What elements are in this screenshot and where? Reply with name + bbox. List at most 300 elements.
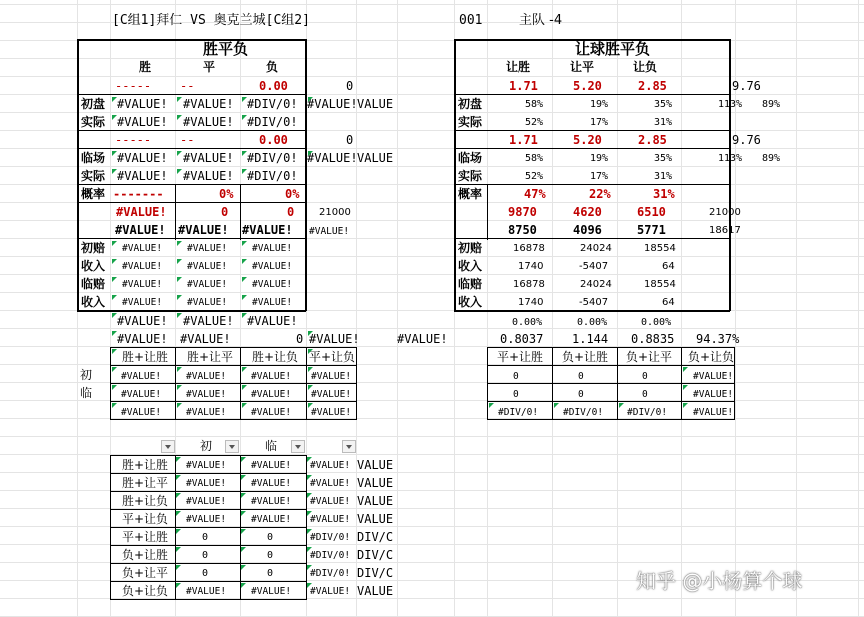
cell: 18554 — [644, 243, 676, 254]
amount-total: 18617 — [709, 225, 741, 236]
cell: 0 — [267, 568, 274, 579]
odds-cell: 5.20 — [573, 79, 602, 93]
filter-dropdown-button[interactable] — [161, 440, 175, 453]
cell: #DIV/0! — [310, 568, 351, 579]
col-hcp-win: 让胜 — [506, 60, 531, 74]
handicap-label: 主队 -4 — [519, 13, 563, 28]
cell: #VALUE! — [117, 151, 168, 165]
cell: VALUE — [357, 151, 394, 165]
error-indicator-icon — [241, 475, 246, 480]
ratio-cell: 0.8037 — [500, 332, 544, 346]
cell: #DIV/0! — [247, 151, 298, 165]
cell: VALUE — [357, 97, 394, 111]
cell: #VALUE! — [252, 297, 293, 308]
cell: #VALUE! — [186, 478, 227, 489]
col-win: 胜 — [139, 60, 152, 74]
error-indicator-icon — [308, 349, 313, 354]
combo-label: 胜+让负 — [122, 494, 169, 508]
gridline — [681, 0, 682, 617]
row-label-closing: 临场 — [81, 151, 106, 165]
cell: #VALUE! — [251, 460, 292, 471]
filter-dropdown-button[interactable] — [225, 440, 239, 453]
watermark: 知乎 @小杨算个球 — [636, 569, 803, 593]
odds-cell: 2.85 — [638, 133, 667, 147]
error-indicator-icon — [307, 511, 312, 516]
cell: #DIV/0! — [310, 550, 351, 561]
cell: 17% — [590, 171, 609, 182]
error-indicator-icon — [112, 277, 117, 282]
combo-header: 负+让胜 — [562, 350, 609, 364]
cell: 1740 — [518, 297, 544, 308]
gridline — [858, 0, 859, 617]
cell: #VALUE! — [693, 407, 734, 418]
error-indicator-icon — [112, 349, 117, 354]
error-indicator-icon — [176, 583, 181, 588]
error-indicator-icon — [241, 511, 246, 516]
gridline — [796, 0, 797, 617]
cell: #VALUE! — [693, 371, 734, 382]
column-header-closing: 临 — [265, 439, 278, 453]
cell: #VALUE! — [122, 297, 163, 308]
cell: #VALUE! — [183, 169, 234, 183]
error-indicator-icon — [176, 547, 181, 552]
cell: #VALUE! — [252, 261, 293, 272]
error-indicator-icon — [176, 457, 181, 462]
error-indicator-icon — [177, 115, 182, 120]
cell: #VALUE! — [310, 496, 351, 507]
error-indicator-icon — [241, 547, 246, 552]
cell: #VALUE! — [121, 389, 162, 400]
cell: #VALUE! — [180, 332, 231, 346]
row-label-income: 收入 — [458, 295, 483, 309]
error-indicator-icon — [177, 151, 182, 156]
cell: #VALUE! — [117, 314, 168, 328]
error-indicator-icon — [307, 547, 312, 552]
amount-cell: 5771 — [637, 223, 666, 237]
probability-cell: 22% — [589, 187, 611, 201]
cell: VALUE — [357, 458, 394, 472]
cell: 89% — [762, 153, 781, 164]
cell: #VALUE! — [311, 407, 352, 418]
error-indicator-icon — [242, 313, 247, 318]
row-label-probability: 概率 — [81, 187, 106, 201]
cell: #VALUE! — [397, 332, 448, 346]
error-indicator-icon — [242, 259, 247, 264]
amount-cell: 9870 — [508, 205, 537, 219]
error-indicator-icon — [177, 313, 182, 318]
error-indicator-icon — [176, 529, 181, 534]
cell: #VALUE! — [310, 460, 351, 471]
cell: #VALUE! — [310, 586, 351, 597]
row-label-income: 收入 — [81, 295, 106, 309]
row-label-income: 收入 — [81, 259, 106, 273]
error-indicator-icon — [308, 403, 313, 408]
row-label-actual: 实际 — [81, 115, 106, 129]
cell: #VALUE! — [117, 332, 168, 346]
error-indicator-icon — [307, 475, 312, 480]
error-indicator-icon — [308, 151, 313, 156]
error-indicator-icon — [112, 169, 117, 174]
cell: 19% — [590, 99, 609, 110]
odds-cell: 5.20 — [573, 133, 602, 147]
error-indicator-icon — [307, 457, 312, 462]
error-indicator-icon — [112, 367, 117, 372]
error-indicator-icon — [177, 277, 182, 282]
error-indicator-icon — [177, 259, 182, 264]
gridline — [617, 0, 618, 617]
cell: 31% — [654, 171, 673, 182]
error-indicator-icon — [683, 403, 688, 408]
error-indicator-icon — [242, 151, 247, 156]
cell: #VALUE! — [183, 314, 234, 328]
handicap-header: 让球胜平负 — [575, 40, 651, 58]
error-indicator-icon — [307, 529, 312, 534]
cell: 24024 — [580, 279, 612, 290]
amount-cell: #VALUE! — [115, 223, 166, 237]
cell: 58% — [525, 153, 544, 164]
error-indicator-icon — [112, 403, 117, 408]
amount-cell: 6510 — [637, 205, 666, 219]
gridline — [0, 4, 864, 5]
cell: 16878 — [513, 243, 545, 254]
error-indicator-icon — [177, 403, 182, 408]
error-indicator-icon — [307, 493, 312, 498]
amount-cell: #VALUE! — [242, 223, 293, 237]
error-indicator-icon — [241, 583, 246, 588]
cell: #VALUE! — [121, 407, 162, 418]
cell: DIV/C — [357, 548, 394, 562]
error-indicator-icon — [308, 385, 313, 390]
error-indicator-icon — [112, 313, 117, 318]
odds-cell: 0.00 — [259, 133, 288, 147]
ratio-cell: 1.144 — [572, 332, 609, 346]
error-indicator-icon — [177, 97, 182, 102]
cell: VALUE — [357, 494, 394, 508]
cell: #VALUE! — [252, 279, 293, 290]
cell: 0 — [513, 371, 519, 382]
amount-cell: 0 — [287, 205, 295, 219]
error-indicator-icon — [308, 367, 313, 372]
combo-label: 平+让胜 — [122, 530, 169, 544]
cell: 0 — [578, 371, 584, 382]
cell: 0 — [202, 568, 209, 579]
row-label-actual: 实际 — [458, 169, 483, 183]
amount-cell: 8750 — [508, 223, 537, 237]
cell: 0.00% — [577, 317, 608, 328]
cell: 0 — [202, 532, 209, 543]
side-label-initial: 初 — [80, 368, 93, 382]
error-indicator-icon — [177, 295, 182, 300]
cell: DIV/C — [357, 530, 394, 544]
error-indicator-icon — [242, 403, 247, 408]
error-indicator-icon — [242, 169, 247, 174]
cell: #VALUE! — [187, 279, 228, 290]
cell: 0 — [642, 371, 648, 382]
cell: #VALUE! — [251, 407, 292, 418]
error-indicator-icon — [683, 367, 688, 372]
cell: #DIV/0! — [563, 407, 604, 418]
cell: #VALUE! — [117, 169, 168, 183]
error-indicator-icon — [683, 385, 688, 390]
cell: #VALUE! — [251, 496, 292, 507]
error-indicator-icon — [619, 403, 624, 408]
cell: #VALUE! — [251, 478, 292, 489]
error-indicator-icon — [241, 565, 246, 570]
combo-header: 平+让胜 — [497, 350, 544, 364]
ratio-cell: 94.37% — [696, 332, 740, 346]
amount-cell: 0 — [221, 205, 229, 219]
error-indicator-icon — [112, 385, 117, 390]
cell: #VALUE! — [251, 389, 292, 400]
error-indicator-icon — [242, 385, 247, 390]
gridline — [487, 0, 488, 617]
cell: 16878 — [513, 279, 545, 290]
combo-label: 负+让负 — [122, 584, 169, 598]
error-indicator-icon — [177, 241, 182, 246]
odds-cell: 1.71 — [509, 79, 538, 93]
cell: 113% — [718, 99, 743, 110]
cell: 0 — [267, 550, 274, 561]
cell: #VALUE! — [186, 514, 227, 525]
probability-cell: 31% — [653, 187, 675, 201]
amount-cell: 4096 — [573, 223, 602, 237]
combo-header: 负+让负 — [688, 350, 735, 364]
col-draw: 平 — [203, 60, 216, 74]
error-indicator-icon — [112, 259, 117, 264]
cell: 0 — [513, 389, 519, 400]
cell: #VALUE! — [122, 261, 163, 272]
cell: #VALUE! — [187, 261, 228, 272]
row-label-actual: 实际 — [458, 115, 483, 129]
match-code: 001 — [459, 13, 483, 28]
cell: #VALUE! — [183, 97, 234, 111]
odds-cell: 2.85 — [638, 79, 667, 93]
error-indicator-icon — [176, 511, 181, 516]
cell: #VALUE! — [117, 97, 168, 111]
probability-cell: 47% — [524, 187, 546, 201]
cell: 0 — [296, 332, 304, 346]
cell: #VALUE! — [186, 389, 227, 400]
wdl-header: 胜平负 — [203, 40, 249, 58]
error-indicator-icon — [177, 367, 182, 372]
cell: 19% — [590, 153, 609, 164]
cell: -5407 — [579, 261, 609, 272]
cell: #VALUE! — [122, 279, 163, 290]
cell: #VALUE! — [251, 371, 292, 382]
amount-total: 21000 — [319, 207, 351, 218]
cell: 1740 — [518, 261, 544, 272]
error-indicator-icon — [176, 475, 181, 480]
cell: #VALUE! — [311, 389, 352, 400]
probability-cell: 0% — [219, 187, 234, 201]
cell: 0 — [267, 532, 274, 543]
row-label-payout: 临赔 — [81, 277, 106, 291]
cell: #VALUE! — [310, 514, 351, 525]
gridline — [0, 436, 864, 437]
gridline — [552, 0, 553, 617]
filter-dropdown-button[interactable] — [342, 440, 356, 453]
row-label-probability: 概率 — [458, 187, 483, 201]
odds-sum: 9.76 — [732, 133, 761, 147]
combo-header: 胜+让胜 — [122, 350, 169, 364]
error-indicator-icon — [112, 151, 117, 156]
row-label-initial: 初盘 — [81, 97, 106, 111]
combo-header: 平+让负 — [309, 350, 356, 364]
error-indicator-icon — [112, 97, 117, 102]
cell: #VALUE! — [251, 514, 292, 525]
cell: #VALUE! — [183, 151, 234, 165]
error-indicator-icon — [241, 529, 246, 534]
error-indicator-icon — [242, 115, 247, 120]
gridline — [0, 76, 864, 77]
error-indicator-icon — [112, 331, 117, 336]
error-indicator-icon — [242, 97, 247, 102]
column-header-initial: 初 — [200, 439, 213, 453]
error-indicator-icon — [112, 115, 117, 120]
cell: #VALUE! — [307, 151, 358, 165]
combo-label: 负+让胜 — [122, 548, 169, 562]
cell: 0.00% — [512, 317, 543, 328]
combo-label: 平+让负 — [122, 512, 169, 526]
error-indicator-icon — [241, 457, 246, 462]
cell: 24024 — [580, 243, 612, 254]
odds-cell: -- — [180, 79, 195, 93]
cell: #VALUE! — [186, 496, 227, 507]
error-indicator-icon — [176, 493, 181, 498]
cell: #DIV/0! — [627, 407, 668, 418]
cell: VALUE — [357, 584, 394, 598]
error-indicator-icon — [177, 169, 182, 174]
cell: 35% — [654, 99, 673, 110]
cell: #VALUE! — [186, 586, 227, 597]
error-indicator-icon — [242, 367, 247, 372]
cell: #VALUE! — [122, 243, 163, 254]
amount-cell: 4620 — [573, 205, 602, 219]
combo-label: 胜+让平 — [122, 476, 169, 490]
error-indicator-icon — [241, 493, 246, 498]
cell: 31% — [654, 117, 673, 128]
cell: 64 — [662, 297, 675, 308]
cell: #VALUE! — [310, 478, 351, 489]
odds-cell: ----- — [115, 133, 152, 147]
cell: #VALUE! — [121, 371, 162, 382]
cell: #VALUE! — [187, 243, 228, 254]
gridline — [0, 58, 864, 59]
cell: DIV/C — [357, 566, 394, 580]
cell: #VALUE! — [186, 371, 227, 382]
amount-total: #VALUE! — [309, 226, 350, 237]
error-indicator-icon — [112, 295, 117, 300]
combo-header: 胜+让负 — [252, 350, 299, 364]
probability-cell: ------- — [113, 187, 164, 201]
ratio-cell: 0.8835 — [631, 332, 675, 346]
odds-sum: 0 — [346, 79, 354, 93]
error-indicator-icon — [177, 385, 182, 390]
error-indicator-icon — [242, 295, 247, 300]
error-indicator-icon — [242, 241, 247, 246]
cell: 113% — [718, 153, 743, 164]
cell: #VALUE! — [187, 297, 228, 308]
cell: VALUE — [357, 512, 394, 526]
cell: 17% — [590, 117, 609, 128]
cell: #DIV/0! — [310, 532, 351, 543]
amount-cell: #VALUE! — [116, 205, 167, 219]
row-label-closing: 临场 — [458, 151, 483, 165]
col-hcp-loss: 让负 — [633, 60, 658, 74]
combo-header: 负+让平 — [626, 350, 673, 364]
cell: #DIV/0! — [247, 115, 298, 129]
row-label-initial: 初盘 — [458, 97, 483, 111]
row-label-payout: 临赔 — [458, 277, 483, 291]
error-indicator-icon — [307, 583, 312, 588]
combo-label: 负+让平 — [122, 566, 169, 580]
cell: #VALUE! — [251, 586, 292, 597]
probability-cell: 0% — [285, 187, 300, 201]
odds-cell: 1.71 — [509, 133, 538, 147]
cell: #VALUE! — [693, 389, 734, 400]
error-indicator-icon — [489, 403, 494, 408]
row-label-payout: 初赔 — [458, 241, 483, 255]
row-label-income: 收入 — [458, 259, 483, 273]
cell: #VALUE! — [186, 407, 227, 418]
cell: #VALUE! — [311, 371, 352, 382]
amount-cell: #VALUE! — [178, 223, 229, 237]
cell: #DIV/0! — [498, 407, 539, 418]
combo-header: 胜+让平 — [187, 350, 234, 364]
odds-cell: -- — [180, 133, 195, 147]
cell: #VALUE! — [307, 97, 358, 111]
amount-total: 21000 — [709, 207, 741, 218]
cell: 0 — [578, 389, 584, 400]
cell: 64 — [662, 261, 675, 272]
cell: #VALUE! — [309, 332, 360, 346]
cell: #VALUE! — [186, 460, 227, 471]
error-indicator-icon — [307, 565, 312, 570]
cell: #DIV/0! — [247, 97, 298, 111]
error-indicator-icon — [112, 241, 117, 246]
cell: 0.00% — [641, 317, 672, 328]
cell: 35% — [654, 153, 673, 164]
error-indicator-icon — [176, 565, 181, 570]
cell: #VALUE! — [117, 115, 168, 129]
cell: #VALUE! — [252, 243, 293, 254]
odds-cell: ----- — [115, 79, 152, 93]
cell: #DIV/0! — [247, 169, 298, 183]
odds-cell: 0.00 — [259, 79, 288, 93]
cell: #VALUE! — [183, 115, 234, 129]
cell: 58% — [525, 99, 544, 110]
filter-dropdown-button[interactable] — [291, 440, 305, 453]
odds-sum: 0 — [346, 133, 354, 147]
error-indicator-icon — [308, 331, 313, 336]
cell: 0 — [642, 389, 648, 400]
error-indicator-icon — [554, 403, 559, 408]
gridline — [397, 0, 398, 617]
error-indicator-icon — [308, 97, 313, 102]
side-label-closing: 临 — [80, 386, 93, 400]
cell: VALUE — [357, 476, 394, 490]
row-label-payout: 初赔 — [81, 241, 106, 255]
cell: 0 — [202, 550, 209, 561]
odds-sum: 9.76 — [732, 79, 761, 93]
combo-label: 胜+让胜 — [122, 458, 169, 472]
cell: 89% — [762, 99, 781, 110]
cell: #VALUE! — [247, 314, 298, 328]
error-indicator-icon — [242, 277, 247, 282]
col-hcp-draw: 让平 — [570, 60, 595, 74]
cell: 52% — [525, 117, 544, 128]
col-loss: 负 — [266, 60, 279, 74]
